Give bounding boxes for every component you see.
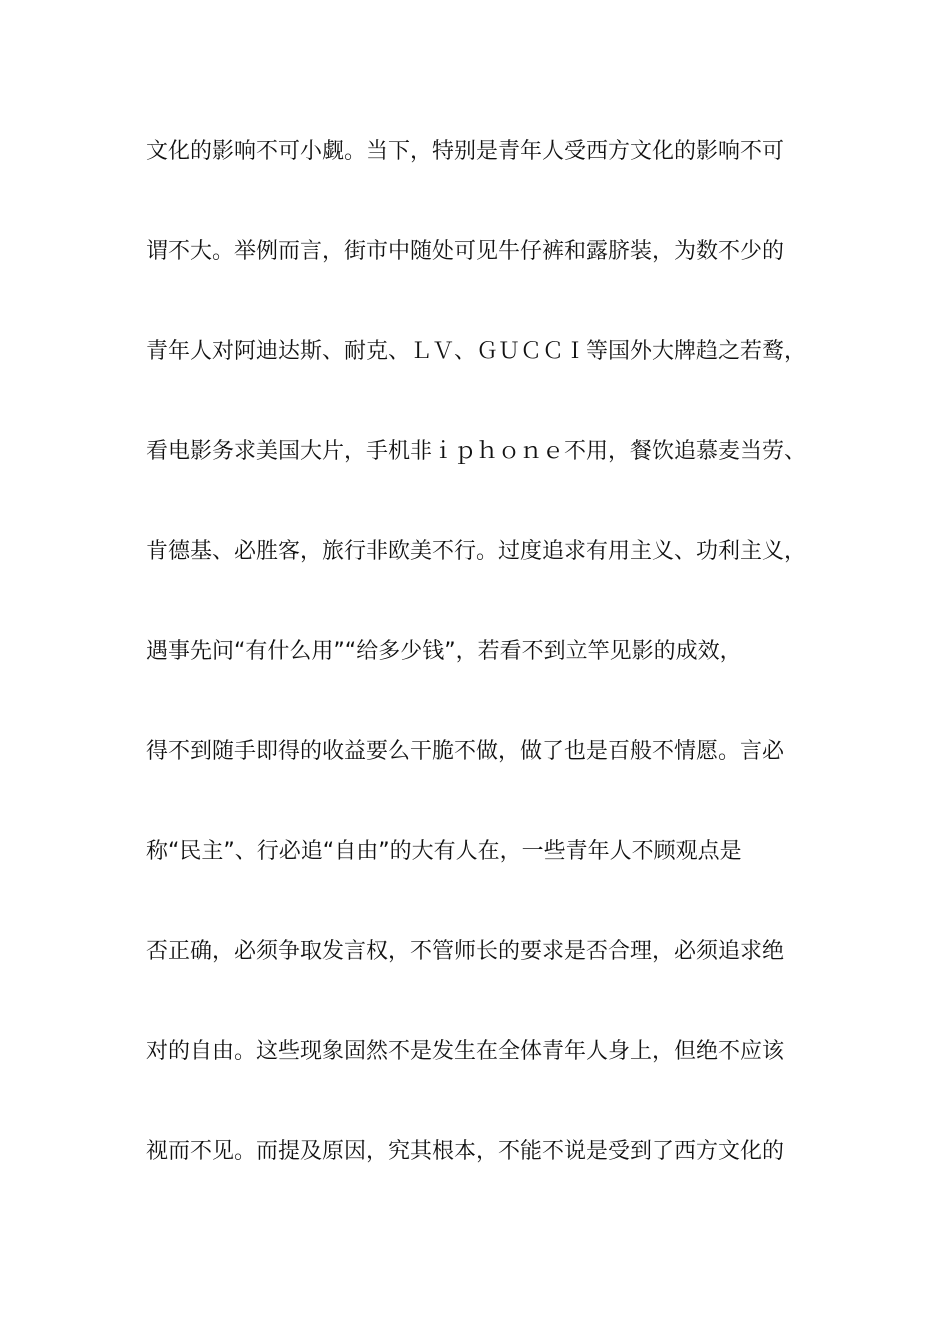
text-line-10: 对的自由。这些现象固然不是发生在全体青年人身上，但绝不应该 <box>146 1039 785 1064</box>
text-line-2: 谓不大。举例而言，街市中随处可见牛仔裤和露脐装，为数不少的 <box>146 239 785 264</box>
text-line-3: 青年人对阿迪达斯、耐克、ＬＶ、ＧＵＣＣＩ等国外大牌趋之若鹜， <box>146 339 807 364</box>
text-line-9: 否正确，必须争取发言权，不管师长的要求是否合理，必须追求绝 <box>146 939 785 964</box>
text-line-5: 肯德基、必胜客，旅行非欧美不行。过度追求有用主义、功利主义， <box>146 539 807 564</box>
text-line-4: 看电影务求美国大片，手机非ｉｐｈｏｎｅ不用，餐饮追慕麦当劳、 <box>146 439 807 464</box>
text-line-8: 称“民主”、行必追“自由”的大有人在，一些青年人不顾观点是 <box>146 839 742 864</box>
text-line-6: 遇事先问“有什么用”“给多少钱”，若看不到立竿见影的成效， <box>146 639 742 664</box>
text-line-7: 得不到随手即得的收益要么干脆不做，做了也是百般不情愿。言必 <box>146 739 785 764</box>
text-line-1: 文化的影响不可小觑。当下，特别是青年人受西方文化的影响不可 <box>146 139 785 164</box>
body-text <box>146 130 846 1230</box>
text-line-11: 视而不见。而提及原因，究其根本，不能不说是受到了西方文化的 <box>146 1139 785 1164</box>
